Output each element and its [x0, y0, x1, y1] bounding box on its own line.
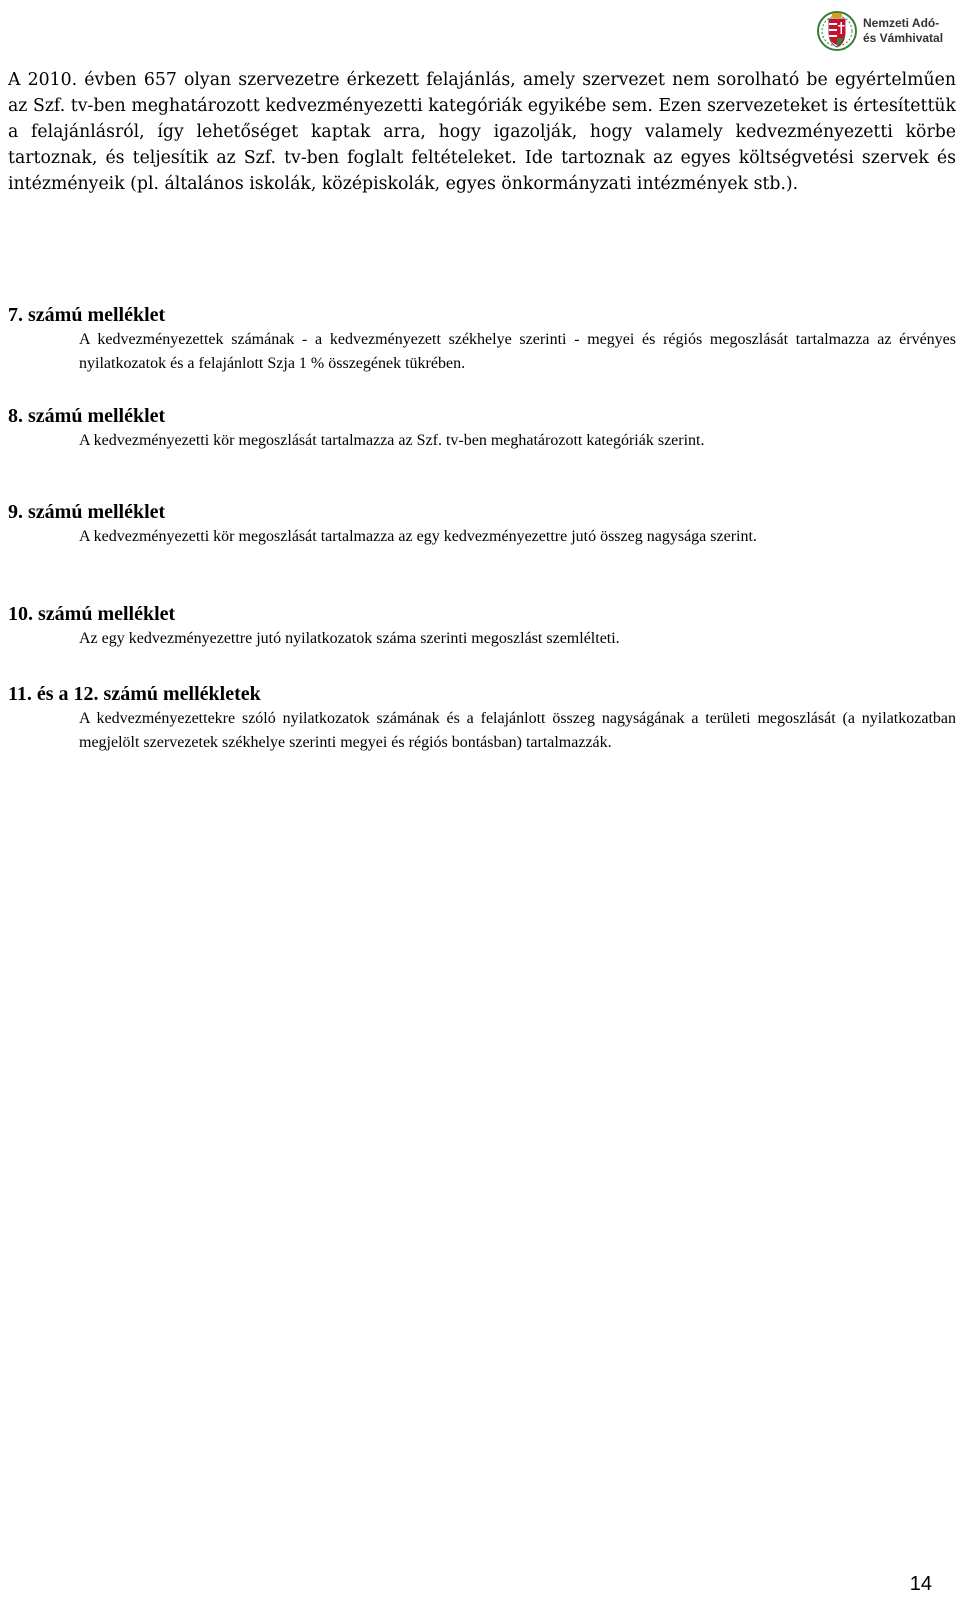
page-number: 14 — [909, 1573, 932, 1595]
hungarian-coat-of-arms-icon — [815, 4, 859, 58]
section-text: Az egy kedvezményezettre jutó nyilatkozatok száma szerinti megoszlást szemlélteti. — [79, 630, 620, 647]
nav-logo — [815, 4, 955, 58]
section-text: A kedvezményezetti kör megoszlását tartalmazza az egy kedvezményezettre jutó összeg nagysága szerint. — [79, 528, 757, 545]
section-annex-7 — [8, 302, 956, 376]
section-text: A kedvezményezettekre szóló nyilatkozatok számának és a felajánlott összeg nagyságának a területi megoszlását (a nyilatkozatban megjelölt szervezetek székhelye szerinti megyei és régiós bontásban) tartalmazzák. — [79, 710, 956, 751]
section-text: A kedvezményezetti kör megoszlását tartalmazza az Szf. tv-ben meghatározott kategóriák szerint. — [79, 432, 705, 449]
intro-paragraph: A 2010. évben 657 olyan szervezetre érkezett felajánlás, amely szervezet nem sorolható be egyértelműen az Szf. tv-ben meghatározott kedvezményezetti kategóriák egyikébe sem. Ezen szervezeteket is értesítettük a felajánlásról, így lehetőséget kaptak arra, hogy igazolják, hogy valamely kedvezményezetti körbe tartoznak, és teljesítik az Szf. tv-ben foglalt feltételeket. Ide tartoznak az egyes költségvetési szervek és intézményeik (pl. általános iskolák, középiskolák, egyes önkormányzati intézmények stb.). — [8, 70, 956, 194]
section-heading: 10. számú melléklet — [8, 603, 176, 625]
section-text: A kedvezményezettek számának - a kedvezményezett székhelye szerinti - megyei és régiós megoszlását tartalmazza az érvényes nyilatkozatok és a felajánlott Szja 1 % összegének tükrében. — [79, 331, 956, 372]
section-annex-11-12 — [8, 681, 956, 755]
section-heading: 11. és a 12. számú mellékletek — [8, 683, 261, 705]
section-annex-8 — [8, 403, 956, 453]
section-annex-10 — [8, 601, 956, 651]
section-annex-9 — [8, 499, 956, 549]
logo-line-2: és Vámhivatal — [863, 31, 944, 45]
logo-line-1: Nemzeti Adó- — [863, 16, 940, 30]
logo-text — [863, 16, 943, 46]
section-heading: 7. számú melléklet — [8, 304, 166, 326]
section-heading: 9. számú melléklet — [8, 501, 166, 523]
section-heading: 8. számú melléklet — [8, 405, 166, 427]
